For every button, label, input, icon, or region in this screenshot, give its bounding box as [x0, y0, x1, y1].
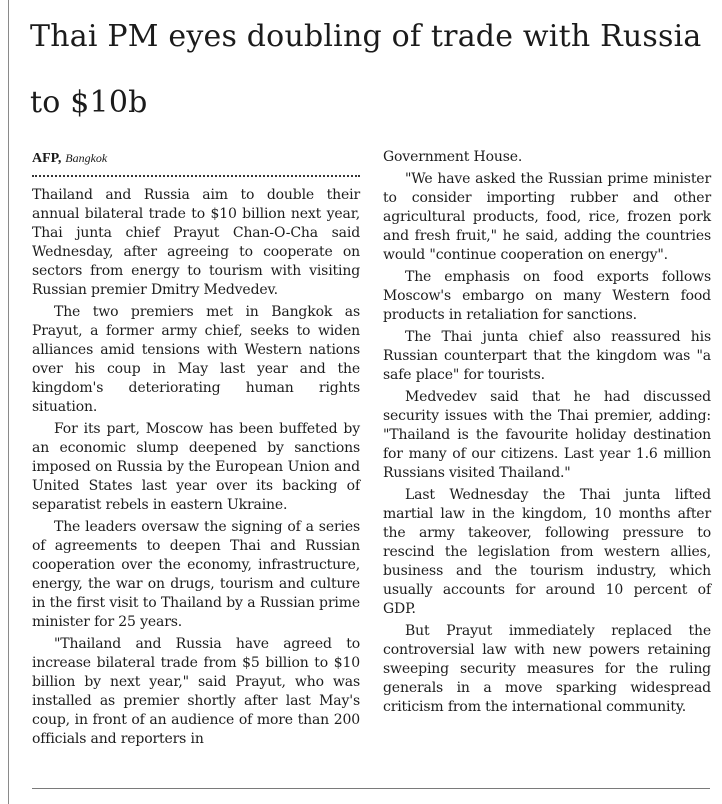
paragraph: The emphasis on food exports follows Moscow's embargo on many Western food products in retaliation for sanctions. [383, 269, 711, 323]
paragraph: Government House. [383, 149, 523, 165]
byline [32, 150, 107, 167]
paragraph: Thailand and Russia aim to double their annual bilateral trade to $10 billion next year, Thai junta chief Prayut Chan-O-Cha said Wednesday, after agreeing to cooperate on sectors from energy to tourism with visiting Russian premier Dmitry Medvedev. [32, 187, 360, 298]
paragraph: "Thailand and Russia have agreed to increase bilateral trade from $5 billion to $10 billion by next year," said Prayut, who was installed as premier shortly after last May's coup, in front of an audience of more than 200 officials and reporters in [32, 636, 360, 747]
paragraph: The leaders oversaw the signing of a series of agreements to deepen Thai and Russian cooperation over the economy, infrastructure, energy, the war on drugs, tourism and culture in the first visit to Thailand by a Russian prime minister for 25 years. [32, 519, 360, 630]
byline-agency: AFP, [32, 151, 62, 166]
paragraph: Last Wednesday the Thai junta lifted martial law in the kingdom, 10 months after the army takeover, following pressure to rescind the legislation from western allies, business and the tourism industry, which usually accounts for around 10 percent of GDP. [383, 487, 711, 617]
paragraph: For its part, Moscow has been buffeted by an economic slump deepened by sanctions imposed on Russia by the European Union and United States last year over its backing of separatist rebels in eastern Ukraine. [32, 421, 360, 513]
byline-dateline: Bangkok [65, 151, 108, 165]
article-column-right [383, 148, 711, 720]
paragraph: The Thai junta chief also reassured his Russian counterpart that the kingdom was "a safe place" for tourists. [383, 329, 711, 383]
paragraph: "We have asked the Russian prime minister to consider importing rubber and other agricultural products, food, rice, frozen pork and fresh fruit," he said, adding the countries would "continue cooperation on energy". [383, 171, 711, 263]
column-rule-left [8, 0, 9, 804]
byline-divider [32, 175, 360, 177]
bottom-rule [32, 788, 710, 789]
article-column-left [32, 186, 360, 752]
paragraph: But Prayut immediately replaced the controversial law with new powers retaining sweeping security measures for the ruling generals in a move sparking widespread criticism from the international community. [383, 623, 711, 715]
paragraph: The two premiers met in Bangkok as Prayut, a former army chief, seeks to widen alliances amid tensions with Western nations over his coup in May last year and the kingdom's deteriorating human rights situation. [32, 304, 360, 415]
headline: Thai PM eyes doubling of trade with Russia to $10b [30, 19, 702, 120]
paragraph: Medvedev said that he had discussed security issues with the Thai premier, adding: "Thailand is the favourite holiday destination for many of our citizens. Last year 1.6 million Russians visited Thailand." [383, 389, 711, 481]
